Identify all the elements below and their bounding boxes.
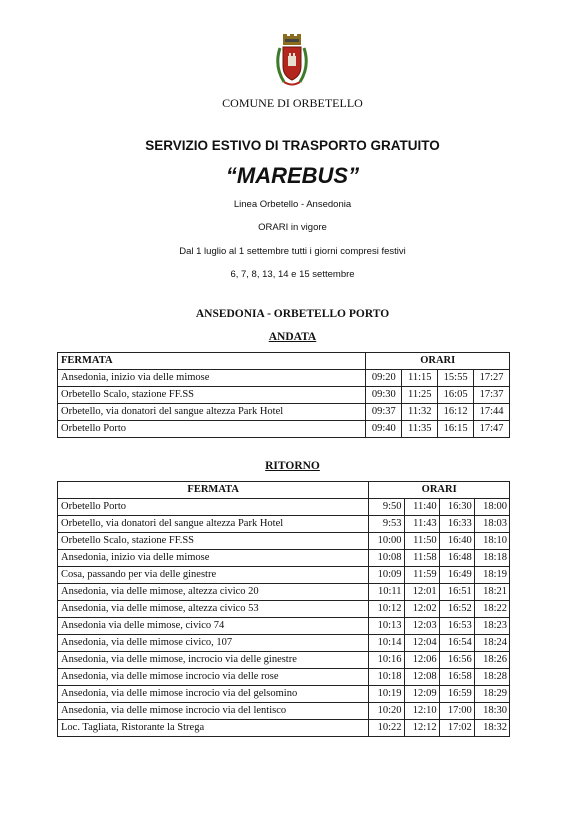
ritorno-timetable — [57, 481, 510, 737]
departure-time: 17:47 — [474, 421, 510, 438]
departure-time: 10:20 — [369, 703, 404, 720]
departure-time: 18:03 — [474, 516, 509, 533]
stop-name: Orbetello Scalo, stazione FF.SS — [58, 533, 369, 550]
departure-time: 10:12 — [369, 601, 404, 618]
stop-name: Orbetello Scalo, stazione FF.SS — [58, 387, 366, 404]
departure-time: 10:19 — [369, 686, 404, 703]
departure-time: 16:58 — [439, 669, 474, 686]
service-title: SERVIZIO ESTIVO DI TRASPORTO GRATUITO — [145, 138, 440, 153]
departure-time: 18:19 — [474, 567, 509, 584]
departure-time: 11:35 — [402, 421, 438, 438]
departure-time: 9:53 — [369, 516, 404, 533]
column-header-times: ORARI — [369, 482, 510, 499]
stop-name: Ansedonia, via delle mimose, altezza civico 20 — [58, 584, 369, 601]
coat-of-arms-icon — [274, 34, 310, 88]
stop-name: Ansedonia, via delle mimose, altezza civico 53 — [58, 601, 369, 618]
table-row — [58, 601, 510, 618]
departure-time: 12:01 — [404, 584, 439, 601]
route-title: ANSEDONIA - ORBETELLO PORTO — [195, 308, 390, 320]
departure-time: 18:21 — [474, 584, 509, 601]
departure-time: 10:22 — [369, 720, 404, 737]
departure-time: 18:24 — [474, 635, 509, 652]
table-row — [58, 370, 510, 387]
departure-time: 16:33 — [439, 516, 474, 533]
departure-time: 17:27 — [474, 370, 510, 387]
departure-time: 12:06 — [404, 652, 439, 669]
departure-time: 11:40 — [404, 499, 439, 516]
column-header-stop: FERMATA — [58, 353, 366, 370]
departure-time: 11:50 — [404, 533, 439, 550]
stop-name: Loc. Tagliata, Ristorante la Strega — [58, 720, 369, 737]
table-row — [58, 516, 510, 533]
departure-time: 16:40 — [439, 533, 474, 550]
departure-time: 18:18 — [474, 550, 509, 567]
stop-name: Orbetello, via donatori del sangue altezza Park Hotel — [58, 516, 369, 533]
departure-time: 12:04 — [404, 635, 439, 652]
andata-heading: ANDATA — [268, 331, 317, 343]
departure-time: 11:58 — [404, 550, 439, 567]
table-row — [58, 703, 510, 720]
stop-name: Ansedonia, via delle mimose incrocio via delle rose — [58, 669, 369, 686]
stop-name: Orbetello Porto — [58, 499, 369, 516]
departure-time: 16:59 — [439, 686, 474, 703]
departure-time: 17:02 — [439, 720, 474, 737]
departure-time: 16:49 — [439, 567, 474, 584]
validity-period: Dal 1 luglio al 1 settembre tutti i giorni compresi festivi — [179, 246, 406, 257]
stop-name: Ansedonia, via delle mimose, incrocio via delle ginestre — [58, 652, 369, 669]
departure-time: 16:48 — [439, 550, 474, 567]
departure-time: 18:30 — [474, 703, 509, 720]
departure-time: 12:12 — [404, 720, 439, 737]
departure-time: 10:14 — [369, 635, 404, 652]
table-row — [58, 499, 510, 516]
departure-time: 18:26 — [474, 652, 509, 669]
departure-time: 12:08 — [404, 669, 439, 686]
departure-time: 16:52 — [439, 601, 474, 618]
departure-time: 10:11 — [369, 584, 404, 601]
departure-time: 11:43 — [404, 516, 439, 533]
departure-time: 16:51 — [439, 584, 474, 601]
brand-name: “MAREBUS” — [225, 163, 360, 188]
departure-time: 17:37 — [474, 387, 510, 404]
table-row — [58, 686, 510, 703]
stop-name: Ansedonia, inizio via delle mimose — [58, 550, 369, 567]
municipality-name: COMUNE DI ORBETELLO — [222, 96, 363, 110]
departure-time: 11:32 — [402, 404, 438, 421]
hours-label: ORARI in vigore — [258, 222, 327, 233]
departure-time: 16:54 — [439, 635, 474, 652]
table-row — [58, 618, 510, 635]
departure-time: 12:02 — [404, 601, 439, 618]
departure-time: 16:56 — [439, 652, 474, 669]
stop-name: Ansedonia via delle mimose, civico 74 — [58, 618, 369, 635]
departure-time: 16:53 — [439, 618, 474, 635]
column-header-stop: FERMATA — [58, 482, 369, 499]
departure-time: 10:09 — [369, 567, 404, 584]
departure-time: 18:28 — [474, 669, 509, 686]
andata-timetable — [57, 352, 510, 438]
departure-time: 18:22 — [474, 601, 509, 618]
departure-time: 16:30 — [439, 499, 474, 516]
table-header-row — [58, 353, 510, 370]
departure-time: 18:32 — [474, 720, 509, 737]
departure-time: 18:00 — [474, 499, 509, 516]
table-row — [58, 584, 510, 601]
departure-time: 09:30 — [366, 387, 402, 404]
table-row — [58, 404, 510, 421]
departure-time: 17:00 — [439, 703, 474, 720]
extra-dates: 6, 7, 8, 13, 14 e 15 settembre — [230, 269, 355, 280]
table-row — [58, 567, 510, 584]
stop-name: Orbetello, via donatori del sangue altezza Park Hotel — [58, 404, 366, 421]
departure-time: 18:29 — [474, 686, 509, 703]
line-name: Linea Orbetello - Ansedonia — [233, 199, 352, 210]
stop-name: Ansedonia, via delle mimose incrocio via del lentisco — [58, 703, 369, 720]
departure-time: 09:37 — [366, 404, 402, 421]
column-header-times: ORARI — [366, 353, 510, 370]
departure-time: 10:18 — [369, 669, 404, 686]
stop-name: Cosa, passando per via delle ginestre — [58, 567, 369, 584]
stop-name: Ansedonia, via delle mimose civico, 107 — [58, 635, 369, 652]
departure-time: 10:16 — [369, 652, 404, 669]
table-row — [58, 533, 510, 550]
departure-time: 10:08 — [369, 550, 404, 567]
departure-time: 10:13 — [369, 618, 404, 635]
departure-time: 09:20 — [366, 370, 402, 387]
table-row — [58, 635, 510, 652]
table-row — [58, 550, 510, 567]
table-header-row — [58, 482, 510, 499]
departure-time: 17:44 — [474, 404, 510, 421]
departure-time: 11:15 — [402, 370, 438, 387]
departure-time: 18:10 — [474, 533, 509, 550]
departure-time: 18:23 — [474, 618, 509, 635]
departure-time: 09:40 — [366, 421, 402, 438]
stop-name: Ansedonia, inizio via delle mimose — [58, 370, 366, 387]
departure-time: 11:25 — [402, 387, 438, 404]
departure-time: 11:59 — [404, 567, 439, 584]
departure-time: 9:50 — [369, 499, 404, 516]
table-row — [58, 421, 510, 438]
ritorno-heading: RITORNO — [265, 460, 320, 472]
departure-time: 10:00 — [369, 533, 404, 550]
table-row — [58, 387, 510, 404]
departure-time: 16:05 — [438, 387, 474, 404]
departure-time: 12:10 — [404, 703, 439, 720]
departure-time: 15:55 — [438, 370, 474, 387]
departure-time: 12:09 — [404, 686, 439, 703]
table-row — [58, 720, 510, 737]
departure-time: 16:12 — [438, 404, 474, 421]
departure-time: 12:03 — [404, 618, 439, 635]
stop-name: Ansedonia, via delle mimose incrocio via del gelsomino — [58, 686, 369, 703]
table-row — [58, 669, 510, 686]
departure-time: 16:15 — [438, 421, 474, 438]
stop-name: Orbetello Porto — [58, 421, 366, 438]
table-row — [58, 652, 510, 669]
